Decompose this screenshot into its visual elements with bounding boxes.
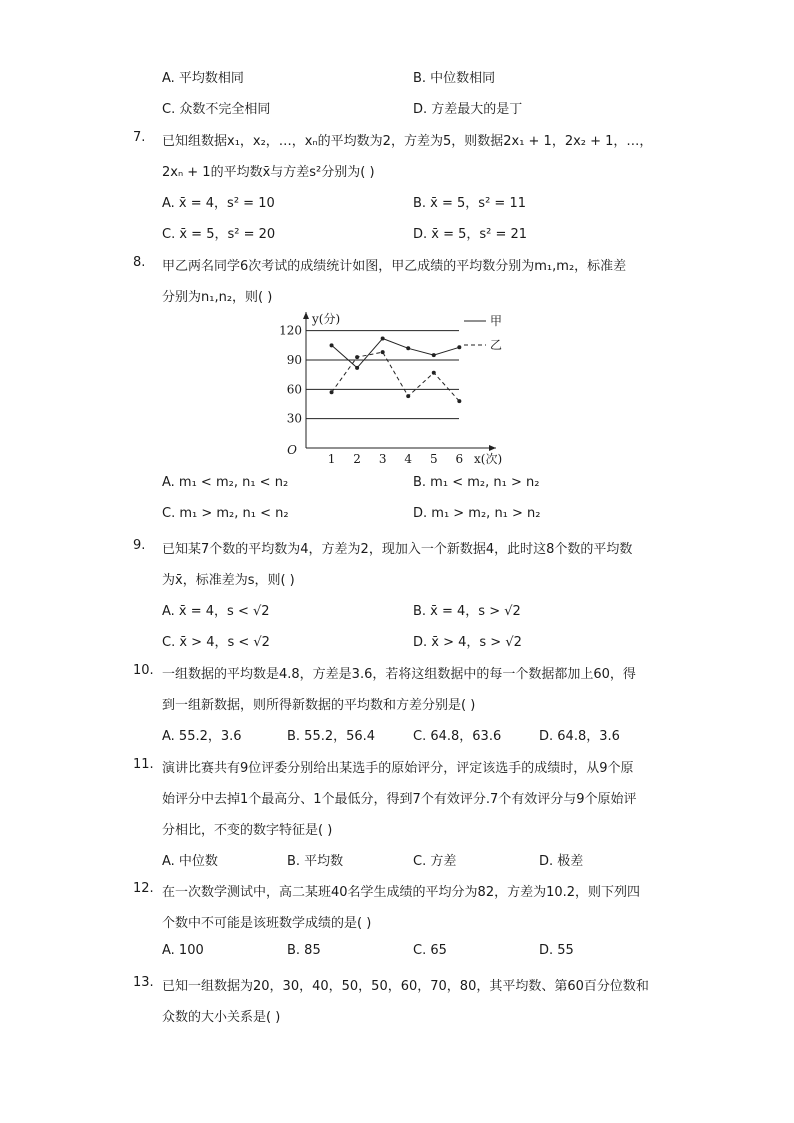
q10-number: 10. <box>133 663 154 678</box>
q6-option-a: A. 平均数相同 <box>162 71 244 86</box>
q12-stem-line1: 在一次数学测试中，高二某班40名学生成绩的平均分为82，方差为10.2，则下列四 <box>162 885 641 900</box>
x-tick-label: 2 <box>353 452 361 466</box>
q10-option-c: C. 64.8，63.6 <box>413 729 502 744</box>
q10-stem-line1: 一组数据的平均数是4.8，方差是3.6，若将这组数据中的每一个数据都加上60，得 <box>162 667 636 682</box>
q9-option-d: D. x̄ > 4，s > √2 <box>413 635 522 650</box>
q6-option-b: B. 中位数相同 <box>413 71 496 86</box>
data-point-series-2 <box>432 371 436 375</box>
y-tick-label: 30 <box>286 411 302 426</box>
x-tick-label: 5 <box>429 452 438 466</box>
score-line-chart <box>279 308 522 468</box>
q13-stem-line1: 已知一组数据为20，30，40，50，50，60，70，80，其平均数、第60百分位数和 <box>162 979 649 994</box>
q10-option-b: B. 55.2，56.4 <box>287 729 376 744</box>
data-point-series-1 <box>355 366 359 370</box>
q6-option-c: C. 众数不完全相同 <box>162 102 271 117</box>
q8-option-a: A. m₁ < m₂, n₁ < n₂ <box>162 475 289 490</box>
x-axis-arrow <box>489 445 496 451</box>
q10-option-a: A. 55.2，3.6 <box>162 729 242 744</box>
q8-stem-line1: 甲乙两名同学6次考试的成绩统计如图，甲乙成绩的平均数分别为m₁,m₂，标准差 <box>162 259 627 274</box>
q11-option-d: D. 极差 <box>539 854 584 869</box>
q7-option-a: A. x̄ = 4，s² = 10 <box>162 196 275 211</box>
data-point-series-1 <box>406 346 410 350</box>
q12-number: 12. <box>133 881 154 896</box>
q9-option-a: A. x̄ = 4，s < √2 <box>162 604 270 619</box>
q8-stem-line2: 分别为n₁,n₂，则( ) <box>162 290 273 305</box>
q9-stem-line2: 为x̄，标准差为s，则( ) <box>162 573 295 588</box>
q10-option-d: D. 64.8，3.6 <box>539 729 620 744</box>
q7-option-c: C. x̄ = 5，s² = 20 <box>162 227 276 242</box>
q9-option-b: B. x̄ = 4，s > √2 <box>413 604 521 619</box>
q12-stem-line2: 个数中不可能是该班数学成绩的是( ) <box>162 916 372 931</box>
q11-stem-line2: 始评分中去掉1个最高分、1个最低分，得到7个有效评分.7个有效评分与9个原始评 <box>162 792 637 807</box>
legend-label: 甲 <box>490 314 503 328</box>
q11-option-c: C. 方差 <box>413 854 457 869</box>
q12-option-d: D. 55 <box>539 943 574 958</box>
y-axis-arrow <box>303 312 309 319</box>
q11-stem-line3: 分相比，不变的数字特征是( ) <box>162 823 333 838</box>
data-point-series-2 <box>381 350 385 354</box>
q12-option-a: A. 100 <box>162 943 204 958</box>
q7-stem-line2: 2xₙ + 1的平均数x̄与方差s²分别为( ) <box>162 165 375 180</box>
q9-option-c: C. x̄ > 4，s < √2 <box>162 635 270 650</box>
x-tick-label: 1 <box>327 452 336 466</box>
y-tick-label: 60 <box>286 382 302 397</box>
q11-stem-line1: 演讲比赛共有9位评委分别给出某选手的原始评分，评定该选手的成绩时，从9个原 <box>162 761 634 776</box>
x-tick-label: 6 <box>455 452 464 466</box>
q9-number: 9. <box>133 538 146 553</box>
x-tick-label: 3 <box>378 452 387 466</box>
q12-option-c: C. 65 <box>413 943 447 958</box>
q8-option-b: B. m₁ < m₂, n₁ > n₂ <box>413 475 540 490</box>
q13-number: 13. <box>133 975 154 990</box>
q11-option-a: A. 中位数 <box>162 854 218 869</box>
q10-stem-line2: 到一组新数据，则所得新数据的平均数和方差分别是( ) <box>162 698 476 713</box>
q9-stem-line1: 已知某7个数的平均数为4，方差为2，现加入一个新数据4，此时这8个数的平均数 <box>162 542 633 557</box>
q7-option-d: D. x̄ = 5，s² = 21 <box>413 227 528 242</box>
q13-stem-line2: 众数的大小关系是( ) <box>162 1010 281 1025</box>
data-point-series-1 <box>381 336 385 340</box>
y-tick-label: 120 <box>279 323 302 338</box>
q11-number: 11. <box>133 757 154 772</box>
data-point-series-2 <box>355 355 359 359</box>
q6-option-d: D. 方差最大的是丁 <box>413 102 523 117</box>
data-point-series-2 <box>457 399 461 403</box>
q7-number: 7. <box>133 130 146 145</box>
q7-stem-line1: 已知组数据x₁，x₂，…，xₙ的平均数为2，方差为5，则数据2x₁ + 1，2x₂ + 1，…， <box>162 134 653 149</box>
data-point-series-1 <box>457 345 461 349</box>
q8-number: 8. <box>133 255 146 270</box>
q7-option-b: B. x̄ = 5，s² = 11 <box>413 196 526 211</box>
data-point-series-2 <box>406 394 410 398</box>
q8-option-d: D. m₁ > m₂, n₁ > n₂ <box>413 506 541 521</box>
y-tick-label: 90 <box>286 353 302 367</box>
series-line-1 <box>332 339 460 368</box>
q12-option-b: B. 85 <box>287 943 321 958</box>
y-axis-label: y(分) <box>312 312 341 326</box>
legend-label: 乙 <box>490 338 503 352</box>
data-point-series-1 <box>330 343 334 347</box>
q11-option-b: B. 平均数 <box>287 854 344 869</box>
x-axis-label: x(次) <box>474 452 503 466</box>
x-tick-label: 4 <box>404 452 413 466</box>
data-point-series-1 <box>432 353 436 357</box>
q8-option-c: C. m₁ > m₂, n₁ < n₂ <box>162 506 289 521</box>
origin-label: O <box>287 443 297 457</box>
data-point-series-2 <box>330 390 334 394</box>
